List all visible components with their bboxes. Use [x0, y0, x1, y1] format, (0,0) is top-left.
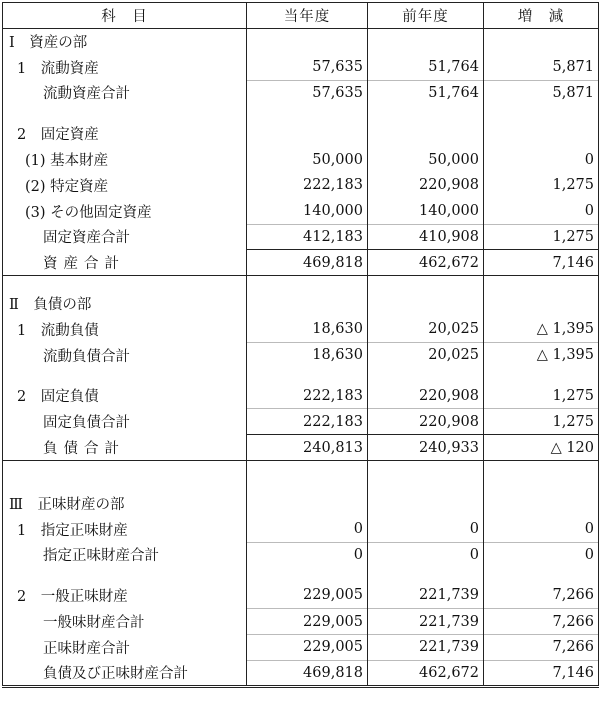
previous-year-value: 140,000 — [368, 198, 484, 224]
table-row — [3, 224, 599, 250]
current-year-value: 222,183 — [247, 383, 368, 409]
row-label: Ⅲ 正味財産の部 — [3, 490, 247, 516]
table-row — [3, 29, 599, 55]
table-row — [3, 660, 599, 686]
current-year-value — [247, 368, 368, 383]
current-year-value: 222,183 — [247, 409, 368, 435]
change-value — [484, 368, 599, 383]
change-value — [484, 490, 599, 516]
row-label — [3, 276, 247, 291]
previous-year-value: 51,764 — [368, 54, 484, 80]
table-row — [3, 291, 599, 317]
change-value: 0 — [484, 147, 599, 173]
table-row — [3, 490, 599, 516]
table-row — [3, 250, 599, 276]
row-label: 1 流動資産 — [3, 54, 247, 80]
table-row — [3, 516, 599, 542]
previous-year-value — [368, 29, 484, 55]
row-label: 1 指定正味財産 — [3, 516, 247, 542]
row-label — [3, 460, 247, 490]
current-year-value: 222,183 — [247, 172, 368, 198]
change-value: 0 — [484, 542, 599, 568]
row-label: 正味財産合計 — [3, 634, 247, 660]
previous-year-value: 462,672 — [368, 250, 484, 276]
current-year-value: 57,635 — [247, 80, 368, 106]
row-label: 固定負債合計 — [3, 409, 247, 435]
current-year-value — [247, 291, 368, 317]
previous-year-value: 221,739 — [368, 609, 484, 635]
previous-year-value — [368, 368, 484, 383]
change-value: 7,146 — [484, 660, 599, 686]
current-year-value: 229,005 — [247, 634, 368, 660]
row-label — [3, 568, 247, 583]
row-label: 固定資産合計 — [3, 224, 247, 250]
current-year-value: 57,635 — [247, 54, 368, 80]
change-value: 0 — [484, 198, 599, 224]
current-year-value: 469,818 — [247, 250, 368, 276]
previous-year-value — [368, 460, 484, 490]
change-value: △ 1,395 — [484, 342, 599, 368]
header-previous-year: 前年度 — [368, 3, 484, 29]
change-value: 1,275 — [484, 409, 599, 435]
previous-year-value — [368, 568, 484, 583]
current-year-value: 229,005 — [247, 609, 368, 635]
table-row — [3, 80, 599, 106]
table-row — [3, 106, 599, 121]
previous-year-value: 220,908 — [368, 409, 484, 435]
table-row — [3, 368, 599, 383]
previous-year-value: 20,025 — [368, 342, 484, 368]
change-value — [484, 276, 599, 291]
table-row — [3, 342, 599, 368]
table-row — [3, 147, 599, 173]
change-value: 1,275 — [484, 172, 599, 198]
current-year-value — [247, 106, 368, 121]
row-label: 資産合計 — [3, 250, 247, 276]
header-item: 科 目 — [3, 3, 247, 29]
row-label: 一般味財産合計 — [3, 609, 247, 635]
row-label: 2 固定資産 — [3, 121, 247, 147]
current-year-value — [247, 121, 368, 147]
row-label: 流動負債合計 — [3, 342, 247, 368]
table-row — [3, 276, 599, 291]
previous-year-value: 51,764 — [368, 80, 484, 106]
row-label: Ⅱ 負債の部 — [3, 291, 247, 317]
previous-year-value — [368, 490, 484, 516]
change-value: 7,146 — [484, 250, 599, 276]
row-label: 2 一般正味財産 — [3, 583, 247, 609]
change-value: △ 120 — [484, 435, 599, 461]
change-value: 5,871 — [484, 80, 599, 106]
row-label — [3, 106, 247, 121]
previous-year-value: 220,908 — [368, 383, 484, 409]
change-value: 1,275 — [484, 383, 599, 409]
current-year-value — [247, 29, 368, 55]
current-year-value: 229,005 — [247, 583, 368, 609]
change-value — [484, 568, 599, 583]
current-year-value — [247, 276, 368, 291]
row-label: 負債合計 — [3, 435, 247, 461]
row-label: Ⅰ 資産の部 — [3, 29, 247, 55]
change-value: △ 1,395 — [484, 316, 599, 342]
row-label: 指定正味財産合計 — [3, 542, 247, 568]
change-value — [484, 460, 599, 490]
current-year-value: 18,630 — [247, 316, 368, 342]
table-row — [3, 542, 599, 568]
table-row — [3, 568, 599, 583]
change-value: 5,871 — [484, 54, 599, 80]
table-row — [3, 435, 599, 461]
change-value — [484, 29, 599, 55]
current-year-value — [247, 568, 368, 583]
table-row — [3, 383, 599, 409]
table-row — [3, 609, 599, 635]
previous-year-value — [368, 106, 484, 121]
change-value — [484, 106, 599, 121]
previous-year-value: 221,739 — [368, 634, 484, 660]
table-row — [3, 198, 599, 224]
row-label: 1 流動負債 — [3, 316, 247, 342]
previous-year-value: 240,933 — [368, 435, 484, 461]
current-year-value: 0 — [247, 516, 368, 542]
header-change: 増 減 — [484, 3, 599, 29]
change-value: 7,266 — [484, 634, 599, 660]
previous-year-value: 0 — [368, 542, 484, 568]
current-year-value: 240,813 — [247, 435, 368, 461]
row-label: 流動資産合計 — [3, 80, 247, 106]
row-label — [3, 368, 247, 383]
current-year-value: 412,183 — [247, 224, 368, 250]
previous-year-value: 462,672 — [368, 660, 484, 686]
current-year-value — [247, 460, 368, 490]
change-value — [484, 121, 599, 147]
previous-year-value: 50,000 — [368, 147, 484, 173]
previous-year-value: 220,908 — [368, 172, 484, 198]
row-label: (3) その他固定資産 — [3, 198, 247, 224]
change-value — [484, 291, 599, 317]
row-label: 2 固定負債 — [3, 383, 247, 409]
previous-year-value: 0 — [368, 516, 484, 542]
header-row — [3, 3, 599, 29]
previous-year-value — [368, 121, 484, 147]
change-value: 0 — [484, 516, 599, 542]
header-current-year: 当年度 — [247, 3, 368, 29]
previous-year-value: 20,025 — [368, 316, 484, 342]
table-row — [3, 409, 599, 435]
current-year-value — [247, 490, 368, 516]
balance-sheet-table — [2, 2, 599, 688]
change-value: 1,275 — [484, 224, 599, 250]
current-year-value: 18,630 — [247, 342, 368, 368]
table-row — [3, 172, 599, 198]
table-row — [3, 634, 599, 660]
change-value: 7,266 — [484, 609, 599, 635]
previous-year-value — [368, 276, 484, 291]
row-label: (2) 特定資産 — [3, 172, 247, 198]
table-row — [3, 316, 599, 342]
change-value: 7,266 — [484, 583, 599, 609]
previous-year-value: 221,739 — [368, 583, 484, 609]
table-row — [3, 583, 599, 609]
table-row — [3, 54, 599, 80]
row-label: (1) 基本財産 — [3, 147, 247, 173]
previous-year-value: 410,908 — [368, 224, 484, 250]
current-year-value: 140,000 — [247, 198, 368, 224]
row-label: 負債及び正味財産合計 — [3, 660, 247, 686]
table-row — [3, 460, 599, 490]
current-year-value: 0 — [247, 542, 368, 568]
current-year-value: 50,000 — [247, 147, 368, 173]
table-row — [3, 121, 599, 147]
previous-year-value — [368, 291, 484, 317]
current-year-value: 469,818 — [247, 660, 368, 686]
